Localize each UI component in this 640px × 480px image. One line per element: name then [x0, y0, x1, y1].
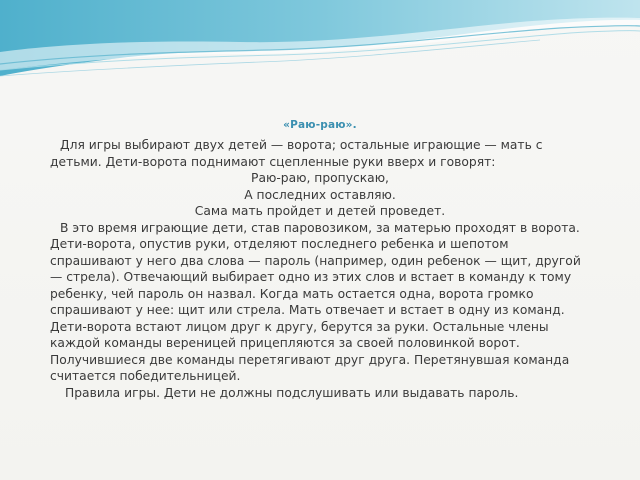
paragraph-intro: Для игры выбирают двух детей — ворота; остальные играющие — мать с детьми. Дети-ворота поднимают сцепленные руки вверх и говорят: — [50, 138, 543, 169]
decorative-wave-header — [0, 0, 640, 90]
verse-line-2: А последних оставляю. — [244, 187, 396, 202]
verse-line-3: Сама мать пройдет и детей проведет. — [194, 204, 446, 218]
page-title: «Раю-раю». — [283, 119, 357, 131]
paragraph-game-description: В это время играющие дети, став паровозиком, за матерью проходят в ворота. Дети-ворота, опустив руки, отделяют последнего ребенка и шепотом спрашивают у него два слова — пароль (например, один ребенок — щит, другой — стрела). Отвечающий выбирает одно из этих слов и встает в команду к тому ребенку, чей пароль он назвал. Когда мать остается одна, ворота громко спрашивают у нее: щит или стрела. Мать отвечает и встает в одну из команд. Дети-ворота встают лицом друг к другу, берутся за руки. Остальные члены каждой команды вереницей прицепляются за своей половинкой ворот. Получившиеся две команды перетягивают друг друга. Перетянувшая команда считается победительницей. — [50, 220, 581, 383]
document-body — [50, 137, 590, 401]
verse-line-1: Раю-раю, пропускаю, — [251, 171, 389, 185]
paragraph-rules: Правила игры. Дети не должны подслушивать или выдавать пароль. — [65, 385, 519, 400]
